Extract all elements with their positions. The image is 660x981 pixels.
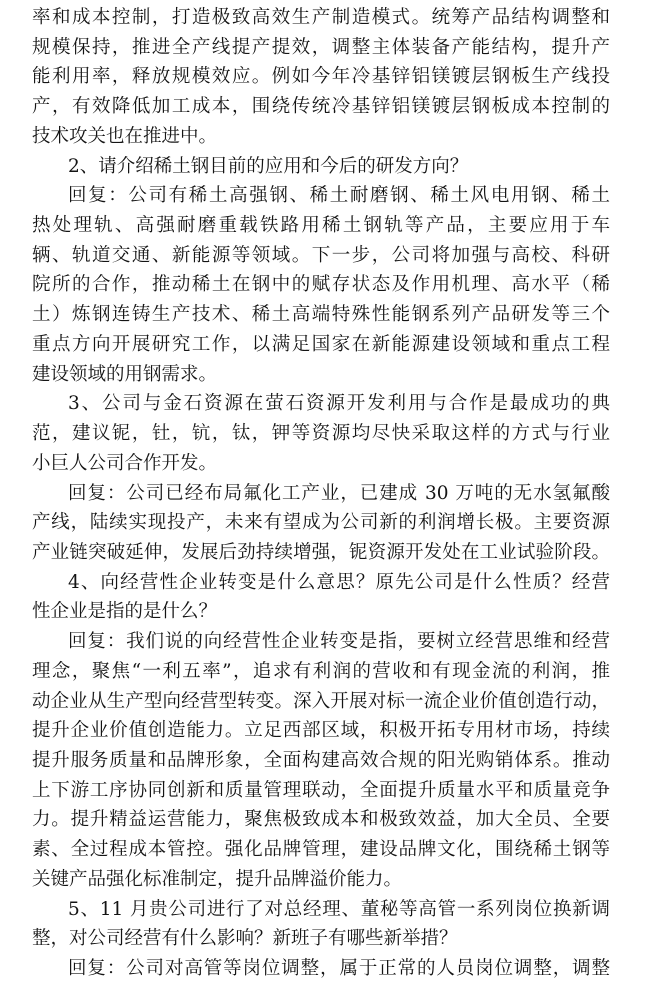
text-line-answer-1-continuation: 规模保持，推进全产线提产提效，调整主体装备产能结构，提升产 [32, 36, 610, 58]
text-line-answer-1-continuation: 产，有效降低加工成本，围绕传统冷基锌铝镁镀层钢板成本控制的 [32, 96, 610, 118]
text-line-answer-3: 回复：公司已经布局氟化工产业，已建成 30 万吨的无水氢氟酸 [68, 482, 610, 504]
text-line-answer-5-continues-next-page: 回复：公司对高管等岗位调整，属于正常的人员岗位调整，调整 [68, 958, 610, 979]
text-line-question-5: 整，对公司经营有什么影响？新班子有哪些新举措？ [32, 928, 458, 950]
text-line-question-4: 4、向经营性企业转变是什么意思？原先公司是什么性质？经营 [68, 571, 610, 593]
text-line-question-3: 3、公司与金石资源在萤石资源开发利用与合作是最成功的典 [68, 393, 610, 415]
text-line-answer-4: 理念，聚焦“一利五率”，追求有利润的营收和有现金流的利润，推 [32, 660, 610, 682]
document-body [32, 3, 610, 981]
text-line-answer-4: 提升企业价值创造能力。立足西部区域，积极开拓专用材市场，持续 [32, 720, 610, 742]
text-line-answer-3: 产业链突破延伸，发展后劲持续增强，铌资源开发处在工业试验阶段。 [32, 541, 610, 563]
text-line-answer-1-continuation: 技术攻关也在推进中。 [32, 125, 218, 147]
text-line-question-3: 范，建议铌，钍，钪，钛，钾等资源均尽快采取这样的方式与行业 [32, 423, 610, 445]
text-line-question-3: 小巨人公司合作开发。 [32, 452, 218, 474]
text-line-answer-4: 提升服务质量和品牌形象，全面构建高效合规的阳光购销体系。推动 [32, 749, 610, 771]
text-line-answer-4: 力。提升精益运营能力，聚焦极致成本和极致效益，加大全员、全要 [32, 809, 610, 831]
text-line-answer-4: 素、全过程成本管控。强化品牌管理，建设品牌文化，围绕稀土钢等 [32, 839, 610, 861]
text-line-answer-3: 产线，陆续实现投产，未来有望成为公司新的利润增长极。主要资源 [32, 512, 610, 534]
text-line-question-2: 2、请介绍稀土钢目前的应用和今后的研发方向？ [68, 155, 469, 177]
text-line-answer-2: 热处理轨、高强耐磨重载铁路用稀土钢轨等产品，主要应用于车 [32, 215, 610, 237]
text-line-question-4: 性企业是指的是什么？ [32, 601, 218, 623]
text-line-answer-4: 回复：我们说的向经营性企业转变是指，要树立经营思维和经营 [68, 631, 610, 653]
text-line-answer-4: 关键产品强化标准制定，提升品牌溢价能力。 [32, 868, 403, 890]
text-line-answer-2: 辆、轨道交通、新能源等领域。下一步，公司将加强与高校、科研 [32, 244, 610, 266]
text-line-answer-1-continuation: 能利用率，释放规模效应。例如今年冷基锌铝镁镀层钢板生产线投 [32, 66, 610, 88]
text-line-answer-4: 上下游工序协同创新和质量管理联动，全面提升质量水平和质量竞争 [32, 779, 610, 801]
text-line-answer-2: 回复：公司有稀土高强钢、稀土耐磨钢、稀土风电用钢、稀土 [68, 185, 610, 207]
text-line-answer-2: 土）炼钢连铸生产技术、稀土高端特殊性能钢系列产品研发等三个 [32, 304, 610, 326]
text-line-question-5: 5、11 月贵公司进行了对总经理、董秘等高管一系列岗位换新调 [68, 898, 610, 920]
text-line-answer-2: 建设领域的用钢需求。 [32, 363, 218, 385]
text-line-answer-4: 动企业从生产型向经营型转变。深入开展对标一流企业价值创造行动， [32, 690, 610, 712]
text-line-answer-1-continuation: 率和成本控制，打造极致高效生产制造模式。统筹产品结构调整和 [32, 7, 610, 28]
text-line-answer-2: 重点方向开展研究工作，以满足国家在新能源建设领域和重点工程 [32, 333, 610, 355]
text-line-answer-2: 院所的合作，推动稀土在钢中的赋存状态及作用机理、高水平（稀 [32, 274, 610, 296]
